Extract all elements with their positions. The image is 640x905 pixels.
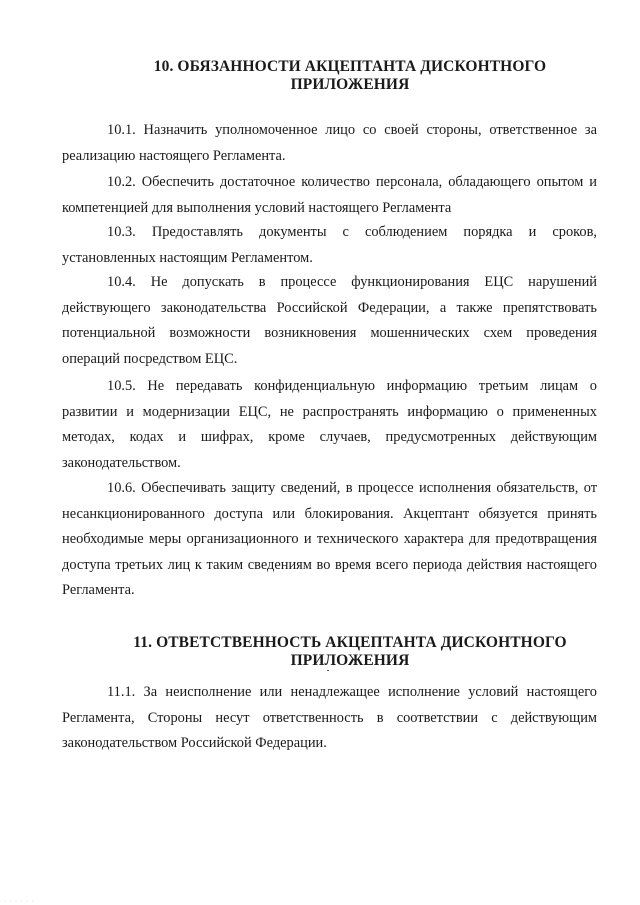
section-11-heading-line-1: 11. ОТВЕТСТВЕННОСТЬ АКЦЕПТАНТА ДИСКОНТНОГО (133, 634, 567, 651)
scan-artifact: · · · · · · (4, 899, 35, 905)
paragraph-10-6: 10.6. Обеспечивать защиту сведений, в процессе исполнения обязательств, от несанкционированного доступа или блокирования. Акцептант обязуется принять необходимые меры организационного и технического характера для предотвращения доступа третьих лиц к таким сведениям во время всего периода действия настоящего Регламента. (62, 480, 597, 599)
section-10-heading-line-1: 10. ОБЯЗАННОСТИ АКЦЕПТАНТА ДИСКОНТНОГО (153, 58, 547, 75)
scan-speck (327, 670, 329, 671)
section-10-heading (60, 58, 640, 94)
paragraph-10-4: 10.4. Не допускать в процессе функционирования ЕЦС нарушений действующего законодательства Российской Федерации, а также препятствовать потенциальной возможности возникновения мошеннических схем проведения операций посредством ЕЦС. (62, 274, 597, 367)
paragraph-11-1: 11.1. За неисполнение или ненадлежащее исполнение условий настоящего Регламента, Стороны несут ответственность в соответствии с действующим законодательством Российской Федерации. (62, 684, 597, 752)
paragraph-10-1: 10.1. Назначить уполномоченное лицо со своей стороны, ответственное за реализацию настоящего Регламента. (62, 122, 597, 164)
paragraph-10-3: 10.3. Предоставлять документы с соблюдением порядка и сроков, установленных настоящим Регламентом. (62, 224, 597, 266)
section-11-heading (60, 634, 640, 670)
section-11-heading-line-2: ПРИЛОЖЕНИЯ (290, 652, 410, 669)
paragraph-10-5: 10.5. Не передавать конфиденциальную информацию третьим лицам о развитии и модернизации ЕЦС, не распространять информацию о примененных методах, кодах и шифрах, кроме случаев, предусмотренных действующим законодательством. (62, 378, 597, 471)
section-10-heading-line-2: ПРИЛОЖЕНИЯ (290, 76, 410, 93)
paragraph-10-2: 10.2. Обеспечить достаточное количество персонала, обладающего опытом и компетенцией для выполнения условий настоящего Регламента (62, 174, 597, 216)
